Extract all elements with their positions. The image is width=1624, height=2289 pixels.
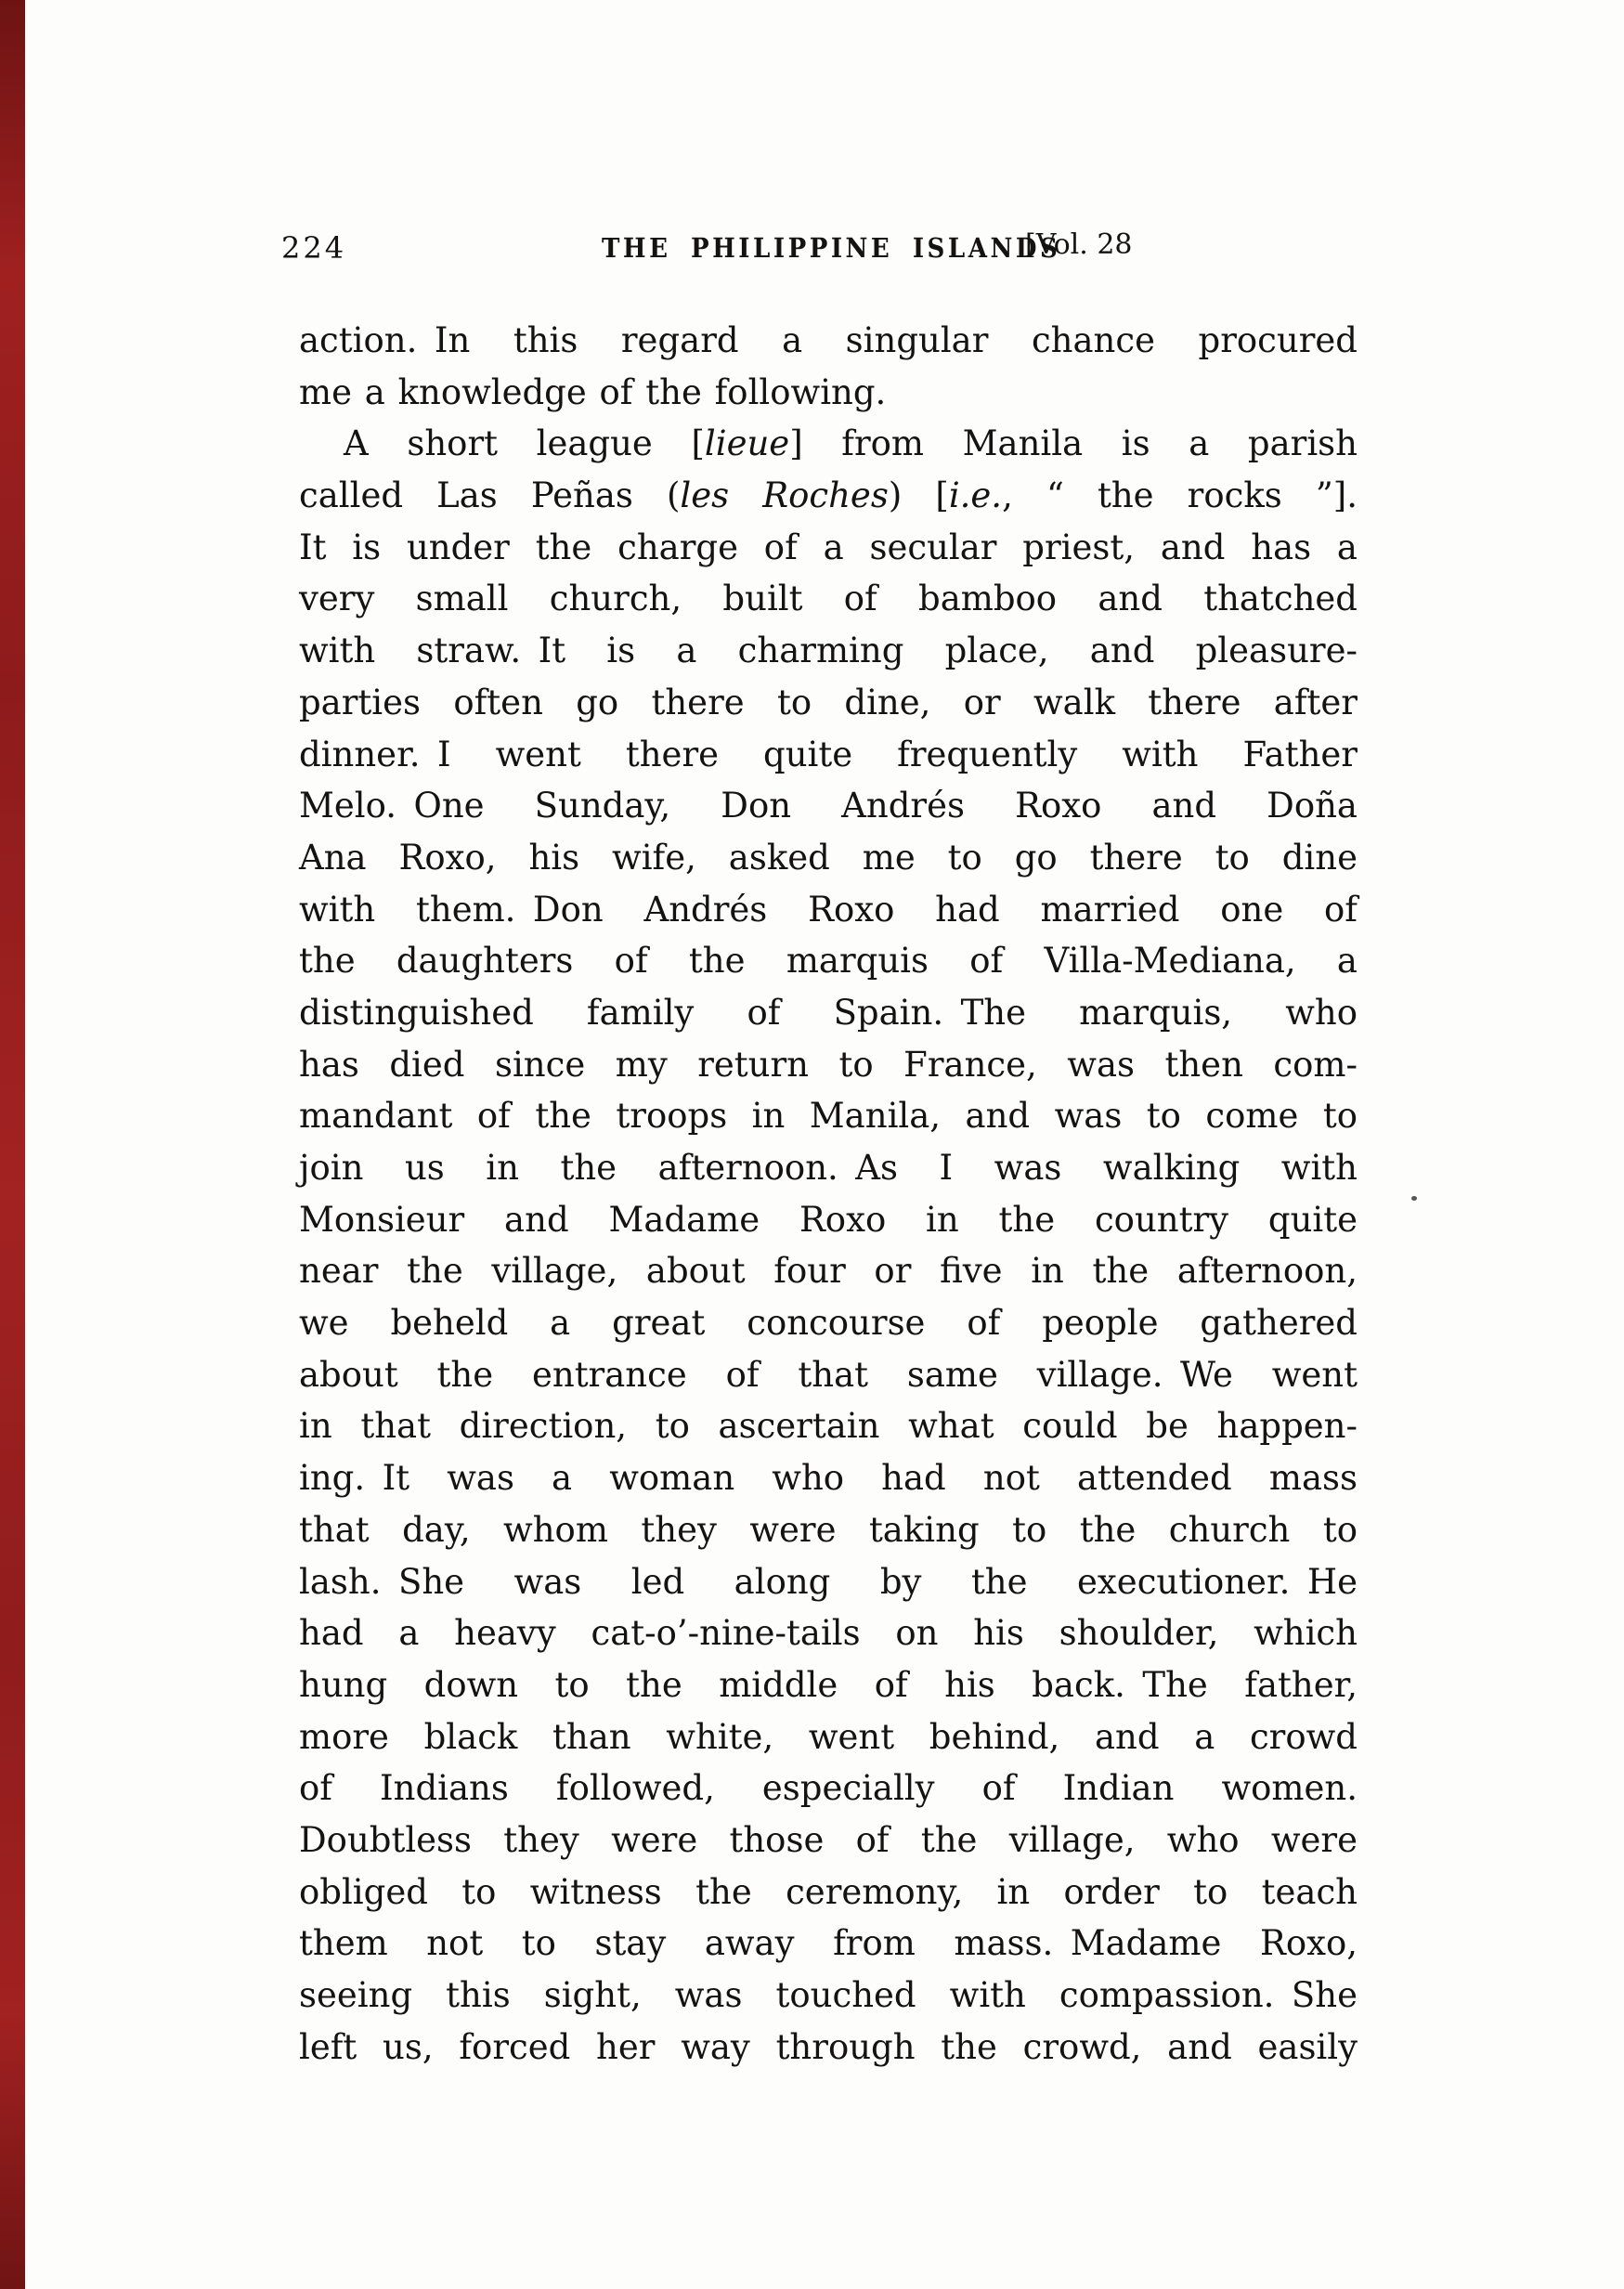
text-line bbox=[299, 987, 1358, 1039]
text-line bbox=[299, 1762, 1358, 1814]
text-line bbox=[299, 1142, 1358, 1194]
text-segment: very small church, built of bamboo and thatched bbox=[299, 579, 1358, 619]
text-line bbox=[299, 1659, 1358, 1711]
text-line bbox=[299, 470, 1358, 522]
text-line bbox=[299, 677, 1358, 729]
text-line bbox=[299, 1504, 1358, 1556]
text-line bbox=[299, 1814, 1358, 1866]
text-segment: in that direction, to ascertain what could be happen- bbox=[299, 1406, 1358, 1447]
text-line bbox=[299, 418, 1358, 470]
text-line bbox=[299, 315, 1358, 367]
text-segment: , “ the rocks ”]. bbox=[1002, 475, 1358, 516]
text-line bbox=[299, 780, 1358, 832]
text-segment: left us, forced her way through the crowd, and easily bbox=[299, 2026, 1358, 2067]
italic-text-segment: i.e. bbox=[948, 475, 1003, 516]
text-segment: more black than white, went behind, and a crowd bbox=[299, 1716, 1358, 1757]
text-line bbox=[299, 625, 1358, 677]
text-segment: with them. Don Andrés Roxo had married one of bbox=[299, 889, 1358, 930]
text-segment: ing. It was a woman who had not attended mass bbox=[299, 1458, 1358, 1499]
text-segment: obliged to witness the ceremony, in order to teach bbox=[299, 1871, 1358, 1912]
text-segment: near the village, about four or five in the afternoon, bbox=[299, 1251, 1358, 1292]
text-line bbox=[299, 2022, 1358, 2074]
text-segment: with straw. It is a charming place, and pleasure- bbox=[299, 631, 1358, 671]
text-segment: me a knowledge of the following. bbox=[299, 371, 887, 412]
text-line bbox=[299, 573, 1358, 625]
text-segment: parties often go there to dine, or walk there after bbox=[299, 682, 1358, 722]
text-segment: that day, whom they were taking to the church to bbox=[299, 1509, 1358, 1550]
text-line bbox=[299, 1039, 1358, 1091]
text-segment: join us in the afternoon. As I was walking with bbox=[299, 1148, 1358, 1188]
page-number: 224 bbox=[281, 230, 347, 266]
text-segment: them not to stay away from mass. Madame Roxo, bbox=[299, 1923, 1358, 1964]
italic-text-segment: les Roches bbox=[680, 475, 889, 516]
text-segment: of Indians followed, especially of Indian women. bbox=[299, 1768, 1358, 1809]
text-line bbox=[299, 1090, 1358, 1142]
text-segment: hung down to the middle of his back. The father, bbox=[299, 1664, 1358, 1705]
scan-speck bbox=[1411, 1196, 1417, 1201]
text-segment: lash. She was led along by the executioner. He bbox=[299, 1561, 1358, 1602]
text-segment: ) [ bbox=[888, 475, 949, 516]
text-line bbox=[299, 1452, 1358, 1504]
text-segment: ] from Manila is a parish bbox=[789, 423, 1358, 464]
text-segment: the daughters of the marquis of Villa-Mediana, a bbox=[299, 941, 1358, 982]
text-line bbox=[299, 1711, 1358, 1763]
text-line bbox=[299, 1556, 1358, 1608]
text-line bbox=[299, 1866, 1358, 1918]
text-segment: mandant of the troops in Manila, and was to come to bbox=[299, 1096, 1358, 1137]
text-line bbox=[299, 1194, 1358, 1246]
text-segment: distinguished family of Spain. The marquis, who bbox=[299, 992, 1358, 1033]
text-segment: had a heavy cat-o’-nine-tails on his shoulder, which bbox=[299, 1613, 1358, 1654]
text-line bbox=[299, 1245, 1358, 1297]
text-segment: called Las Peñas ( bbox=[299, 475, 681, 516]
text-line bbox=[299, 1349, 1358, 1401]
text-line bbox=[299, 935, 1358, 987]
text-segment: we beheld a great concourse of people gathered bbox=[299, 1303, 1358, 1344]
text-line bbox=[299, 367, 1358, 419]
running-title: THE PHILIPPINE ISLANDS bbox=[602, 232, 1061, 264]
text-line bbox=[299, 1918, 1358, 1970]
text-segment: Ana Roxo, his wife, asked me to go there to dine bbox=[299, 837, 1358, 878]
text-segment: It is under the charge of a secular priest, and has a bbox=[299, 527, 1358, 567]
page-header bbox=[0, 228, 1624, 273]
italic-text-segment: lieue bbox=[704, 423, 790, 464]
text-line bbox=[299, 1970, 1358, 2022]
binding-edge-strip bbox=[0, 0, 25, 2289]
text-line bbox=[299, 832, 1358, 884]
text-segment: seeing this sight, was touched with compassion. She bbox=[299, 1975, 1358, 2015]
text-segment: dinner. I went there quite frequently with Father bbox=[299, 734, 1358, 774]
text-line bbox=[299, 1607, 1358, 1659]
text-line bbox=[299, 1297, 1358, 1349]
body-text bbox=[299, 315, 1358, 2073]
text-line bbox=[299, 729, 1358, 781]
text-segment: about the entrance of that same village. We went bbox=[299, 1354, 1358, 1395]
text-line bbox=[299, 884, 1358, 936]
text-segment: action. In this regard a singular chance procured bbox=[299, 320, 1358, 360]
text-segment: has died since my return to France, was then com- bbox=[299, 1044, 1358, 1085]
text-line bbox=[299, 522, 1358, 574]
text-segment: Doubtless they were those of the village, who were bbox=[299, 1819, 1358, 1860]
text-segment: Monsieur and Madame Roxo in the country quite bbox=[299, 1199, 1358, 1240]
volume-label: [Vol. 28 bbox=[1025, 228, 1133, 261]
text-line bbox=[299, 1400, 1358, 1452]
text-segment: A short league [ bbox=[344, 423, 705, 464]
text-segment: Melo. One Sunday, Don Andrés Roxo and Doña bbox=[299, 786, 1358, 826]
